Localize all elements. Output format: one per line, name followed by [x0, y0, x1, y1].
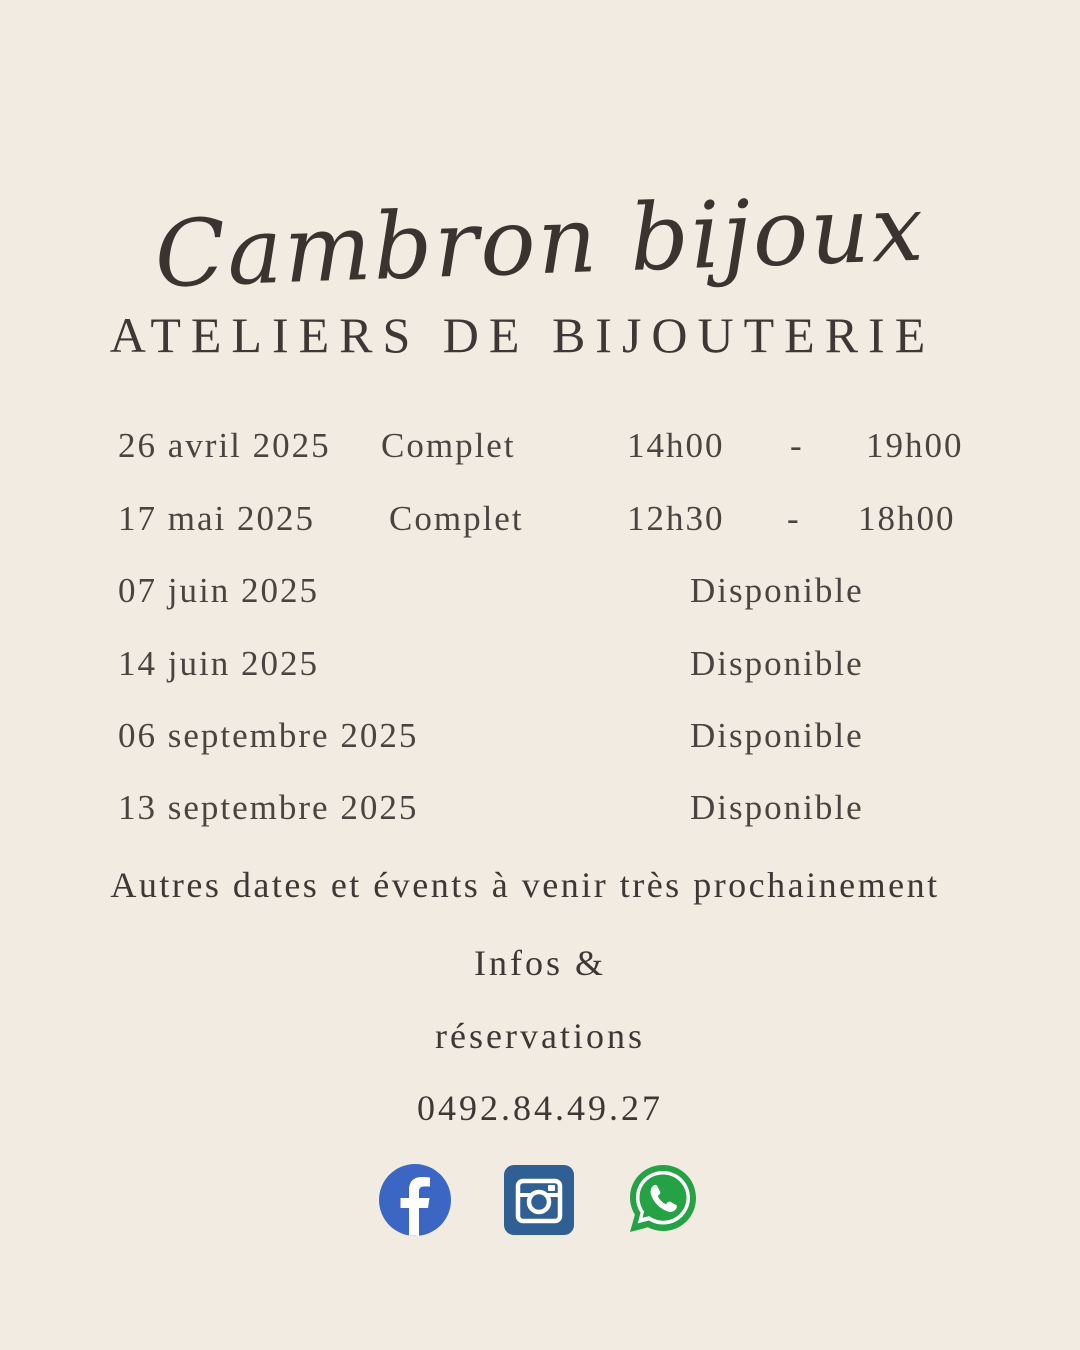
session-start-time: 14h00 [627, 426, 725, 465]
session-availability: Disponible [690, 788, 864, 827]
brand-logo: Cambron bijoux [153, 174, 927, 309]
info-line-1: Infos & [474, 943, 606, 983]
session-date: 13 septembre 2025 [118, 788, 419, 827]
phone-number[interactable]: 0492.84.49.27 [417, 1088, 663, 1128]
session-end-time: 19h00 [866, 426, 964, 465]
session-status: Complet [389, 499, 524, 538]
whatsapp-icon[interactable] [626, 1162, 700, 1240]
session-row [0, 571, 1080, 621]
session-date: 14 juin 2025 [118, 644, 319, 683]
session-status: Complet [381, 426, 516, 465]
session-row [0, 644, 1080, 694]
session-availability: Disponible [690, 571, 864, 610]
session-date: 17 mai 2025 [118, 499, 315, 538]
page-subtitle: ATELIERS DE BIJOUTERIE [109, 307, 936, 363]
upcoming-note: Autres dates et évents à venir très prochainement [110, 865, 940, 905]
session-time-separator: - [790, 426, 804, 465]
session-date: 26 avril 2025 [118, 426, 331, 465]
session-end-time: 18h00 [858, 499, 956, 538]
facebook-icon[interactable] [378, 1162, 452, 1242]
session-date: 07 juin 2025 [118, 571, 319, 610]
social-icons [0, 1162, 1080, 1242]
session-time-separator: - [787, 499, 801, 538]
session-availability: Disponible [690, 716, 864, 755]
instagram-icon[interactable] [503, 1164, 575, 1240]
session-availability: Disponible [690, 644, 864, 683]
session-row [0, 499, 1080, 549]
info-line-2: réservations [435, 1016, 645, 1056]
session-start-time: 12h30 [627, 499, 725, 538]
session-row [0, 426, 1080, 476]
session-row [0, 716, 1080, 766]
session-date: 06 septembre 2025 [118, 716, 419, 755]
session-row [0, 788, 1080, 838]
